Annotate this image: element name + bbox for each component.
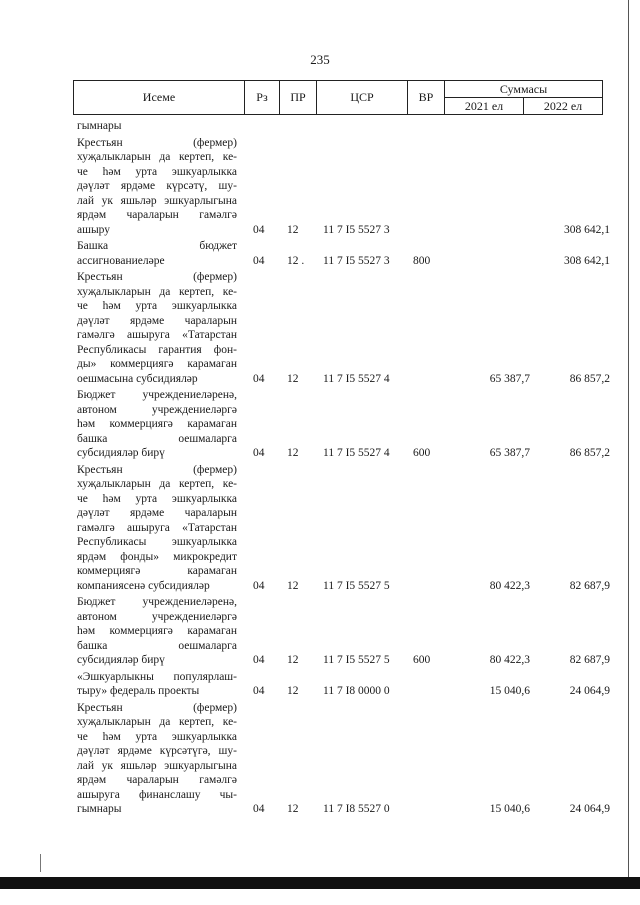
row-name-line: Крестьян (фермер) bbox=[77, 463, 237, 476]
row-name-line: ярдәм фонды» микрокредит bbox=[77, 550, 237, 563]
row-amount-2021: 15 040,6 bbox=[489, 803, 530, 815]
row-pr: 12 bbox=[287, 685, 299, 697]
row-amount-2021: 15 040,6 bbox=[489, 685, 530, 697]
row-amount-2021: 80 422,3 bbox=[489, 579, 530, 592]
row-amount-2022: 82 687,9 bbox=[569, 579, 610, 592]
row-vr: 600 bbox=[413, 447, 431, 459]
row-name-line: дәүләт ярдәме күрсәтү, шу- bbox=[77, 180, 237, 192]
row-name-line: ашыруга финанслашу чы- bbox=[77, 788, 237, 801]
row-pr: 12 bbox=[287, 372, 299, 385]
row-csr: 11 7 I5 5527 3 bbox=[323, 223, 390, 236]
row-name-line: че һәм урта эшкуарлыкка bbox=[77, 492, 237, 505]
row-rz: 04 bbox=[253, 579, 265, 592]
row-amount-2021: 65 387,7 bbox=[489, 447, 530, 459]
row-name-line: че һәм урта эшкуарлыкка bbox=[77, 300, 237, 312]
row-name-line: Бюджет учреждениеләренә, bbox=[77, 596, 237, 608]
header-year-2022: 2022 ел bbox=[524, 98, 603, 115]
row-csr: 11 7 I8 0000 0 bbox=[323, 685, 390, 697]
row-rz: 04 bbox=[253, 803, 265, 815]
row-name-line: һәм коммерциягә карамаган bbox=[77, 418, 237, 430]
row-amount-2022: 24 064,9 bbox=[569, 685, 610, 697]
table-row-name bbox=[77, 670, 237, 699]
row-name-line: гамәлгә ашыруга «Татарстан bbox=[77, 521, 237, 534]
row-name-line: Бюджет учреждениеләренә, bbox=[77, 389, 237, 401]
row-name-line: һәм коммерциягә карамаган bbox=[77, 625, 237, 637]
row-name-line: че һәм урта эшкуарлыкка bbox=[77, 730, 237, 743]
header-sums: Суммасы bbox=[445, 81, 603, 98]
table-row-name bbox=[77, 463, 237, 594]
row-name-line: компаниясенә субсидияләр bbox=[77, 579, 210, 592]
header-rz: Рз bbox=[245, 81, 280, 115]
table-row-name bbox=[77, 388, 237, 461]
row-vr: 600 bbox=[413, 654, 431, 666]
row-csr: 11 7 I5 5527 4 bbox=[323, 372, 390, 385]
row-name-line: лай ук яшьләр эшкуарлыгына bbox=[77, 759, 237, 772]
row-pr: 12 bbox=[287, 447, 299, 459]
row-name-line: Башка бюджет bbox=[77, 240, 237, 252]
row-name-line: хуҗалыкларын да кертеп, ке- bbox=[77, 151, 237, 163]
row-name-line: дәүләт ярдәме чараларын bbox=[77, 507, 237, 519]
table-row-name bbox=[77, 239, 237, 268]
row-name-line: ярдәм чараларын гамәлгә bbox=[77, 209, 237, 221]
row-name-line: гымнары bbox=[77, 120, 122, 132]
row-amount-2022: 308 642,1 bbox=[564, 254, 610, 267]
row-name-line: хуҗалыкларын да кертеп, ке- bbox=[77, 716, 237, 728]
row-amount-2022: 82 687,9 bbox=[569, 654, 610, 666]
row-vr: 800 bbox=[413, 254, 431, 267]
row-name-line: Крестьян (фермер) bbox=[77, 136, 237, 149]
table-row-name bbox=[77, 119, 237, 134]
row-rz: 04 bbox=[253, 685, 265, 697]
table-row-name bbox=[77, 595, 237, 668]
row-name-line: Республикасы эшкуарлыкка bbox=[77, 536, 237, 548]
header-name: Исеме bbox=[74, 81, 245, 115]
row-name-line: субсидияләр бирү bbox=[77, 654, 165, 666]
header-vr: ВР bbox=[408, 81, 445, 115]
row-name-line: ды» коммерциягә карамаган bbox=[77, 358, 237, 370]
row-name-line: ашыру bbox=[77, 223, 111, 236]
row-csr: 11 7 I5 5527 5 bbox=[323, 579, 390, 592]
row-amount-2022: 86 857,2 bbox=[569, 372, 610, 385]
table-header bbox=[73, 80, 603, 115]
row-rz: 04 bbox=[253, 254, 265, 267]
row-name-line: «Эшкуарлыкны популярлаш- bbox=[77, 670, 237, 683]
row-name-line: дәүләт ярдәме күрсәтүгә, шу- bbox=[77, 745, 237, 757]
row-name-line: гымнары bbox=[77, 803, 122, 815]
row-name-line: хуҗалыкларын да кертеп, ке- bbox=[77, 285, 237, 298]
row-pr: 12 bbox=[287, 803, 299, 815]
row-amount-2021: 80 422,3 bbox=[489, 654, 530, 666]
row-amount-2022: 308 642,1 bbox=[564, 223, 610, 236]
row-amount-2022: 24 064,9 bbox=[569, 803, 610, 815]
row-csr: 11 7 I5 5527 3 bbox=[323, 254, 390, 267]
row-name-line: Республикасы гарантия фон- bbox=[77, 343, 237, 356]
page-number: 235 bbox=[310, 52, 330, 67]
page-edge-line bbox=[628, 0, 629, 877]
row-name-line: Крестьян (фермер) bbox=[77, 701, 237, 714]
row-name-line: тыру» федераль проекты bbox=[77, 685, 200, 697]
row-name-line: башка оешмаларга bbox=[77, 432, 237, 445]
table-row-name bbox=[77, 136, 237, 238]
row-csr: 11 7 I5 5527 4 bbox=[323, 447, 390, 459]
row-amount-2022: 86 857,2 bbox=[569, 447, 610, 459]
row-pr: 12 bbox=[287, 223, 299, 236]
row-name-line: гамәлгә ашыруга «Татарстан bbox=[77, 329, 237, 341]
row-name-line: оешмасына субсидияләр bbox=[77, 372, 198, 385]
row-name-line: автоном учреждениеләргә bbox=[77, 403, 237, 416]
table-row-name bbox=[77, 270, 237, 386]
row-name-line: башка оешмаларга bbox=[77, 639, 237, 652]
table-row-name bbox=[77, 701, 237, 817]
row-name-line: автоном учреждениеләргә bbox=[77, 610, 237, 623]
header-year-2021: 2021 ел bbox=[445, 98, 524, 115]
row-pr: 12 bbox=[287, 579, 299, 592]
row-rz: 04 bbox=[253, 223, 265, 236]
scan-bottom-bar bbox=[0, 877, 640, 889]
row-name-line: субсидияләр бирү bbox=[77, 447, 165, 459]
header-csr: ЦСР bbox=[317, 81, 408, 115]
row-name-line: коммерциягә карамаган bbox=[77, 565, 237, 577]
row-rz: 04 bbox=[253, 372, 265, 385]
row-name-line: лай ук яшьләр эшкуарлыгына bbox=[77, 194, 237, 207]
row-name-line: дәүләт ярдәме чараларын bbox=[77, 314, 237, 327]
row-pr: 12 bbox=[287, 654, 299, 666]
row-name-line: ассигнованиеләре bbox=[77, 254, 165, 267]
row-rz: 04 bbox=[253, 654, 265, 666]
row-csr: 11 7 I8 5527 0 bbox=[323, 803, 390, 815]
row-name-line: че һәм урта эшкуарлыкка bbox=[77, 165, 237, 178]
row-amount-2021: 65 387,7 bbox=[489, 372, 530, 385]
row-pr: 12 . bbox=[287, 254, 305, 267]
scan-mark bbox=[40, 854, 41, 872]
row-csr: 11 7 I5 5527 5 bbox=[323, 654, 390, 666]
header-pr: ПР bbox=[280, 81, 317, 115]
row-name-line: Крестьян (фермер) bbox=[77, 271, 237, 283]
row-name-line: хуҗалыкларын да кертеп, ке- bbox=[77, 478, 237, 490]
row-rz: 04 bbox=[253, 447, 265, 459]
row-name-line: ярдәм чараларын гамәлгә bbox=[77, 774, 237, 786]
